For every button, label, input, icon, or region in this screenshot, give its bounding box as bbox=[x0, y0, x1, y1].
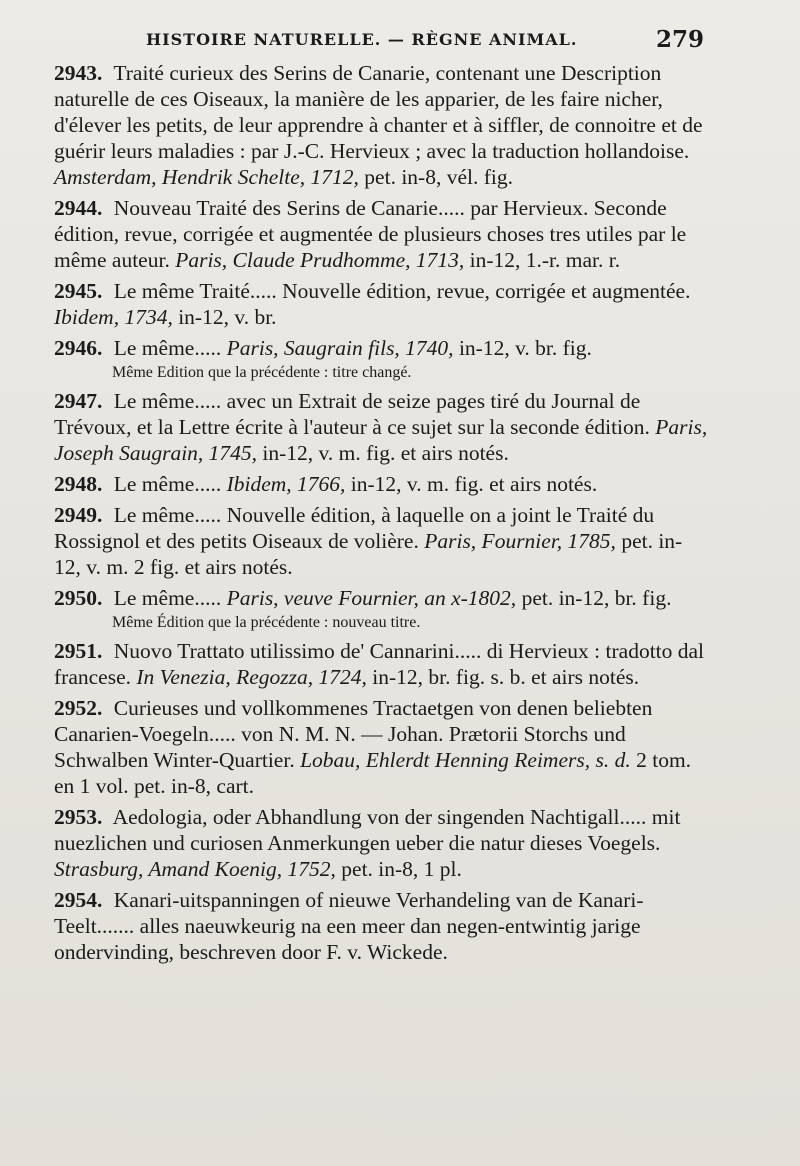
catalogue-entry-2947 bbox=[54, 388, 709, 466]
entry-title: Le même..... avec un Extrait de seize pages tiré du Journal de Trévoux, et la Lettre écrite à l'auteur à ce sujet sur la seconde édition. bbox=[54, 389, 650, 439]
catalogue-entries bbox=[54, 60, 709, 970]
entry-title: Aedologia, oder Abhandlung von der singenden Nachtigall..... mit nuezlichen und curiosen Anmerkungen ueber die natur dieses Voegels. bbox=[54, 805, 681, 855]
entry-format: in-12, v. m. fig. et airs notés. bbox=[262, 441, 509, 465]
entry-imprint: In Venezia, Regozza, 1724, bbox=[136, 665, 367, 689]
entry-note: Même Édition que la précédente : nouveau titre. bbox=[112, 614, 421, 631]
entry-title: Le même..... bbox=[113, 586, 222, 610]
entry-number: 2951. bbox=[54, 639, 103, 663]
entry-imprint: Lobau, Ehlerdt Henning Reimers, s. d. bbox=[300, 748, 631, 772]
entry-number: 2943. bbox=[54, 61, 103, 85]
entry-format: in-12, v. br. fig. bbox=[458, 336, 592, 360]
entry-title: Traité curieux des Serins de Canarie, contenant une Description naturelle de ces Oiseaux, la manière de les apparier, de les faire nicher, d'élever les petits, de leur apprendre à chanter et à siffler, de connoitre et de guérir leurs maladies : par J.-C. Hervieux ; avec la traduction hollandoise. bbox=[54, 61, 703, 163]
catalogue-entry-2951 bbox=[54, 638, 709, 690]
entry-format: in-12, 1.-r. mar. r. bbox=[469, 248, 621, 272]
entry-number: 2953. bbox=[54, 805, 103, 829]
entry-number: 2944. bbox=[54, 196, 103, 220]
entry-number: 2945. bbox=[54, 279, 103, 303]
entry-title: Le même..... bbox=[113, 472, 222, 496]
page-number: 279 bbox=[656, 26, 705, 53]
catalogue-entry-2949 bbox=[54, 502, 709, 580]
entry-title: Le même..... bbox=[113, 336, 222, 360]
entry-title: Nouveau Traité des Serins de Canarie..... par Hervieux. Seconde édition, revue, corrigée et augmentée de plusieurs choses tres utiles par le même auteur. bbox=[54, 196, 687, 272]
entry-title: Curieuses und vollkommenes Tractaetgen von denen beliebten Canarien-Voegeln..... von N. M. N. — Johan. Prætorii Storchs und Schwalben Winter-Quartier. bbox=[54, 696, 653, 772]
entry-number: 2952. bbox=[54, 696, 103, 720]
catalogue-entry-2946 bbox=[54, 335, 709, 383]
catalogue-entry-2948 bbox=[54, 471, 709, 497]
entry-number: 2950. bbox=[54, 586, 103, 610]
entry-format: pet. in-8, 1 pl. bbox=[341, 857, 462, 881]
entry-imprint: Paris, veuve Fournier, an x-1802, bbox=[226, 586, 517, 610]
entry-imprint: Paris, Fournier, 1785, bbox=[424, 529, 616, 553]
catalogue-entry-2953 bbox=[54, 804, 709, 882]
entry-format: 2 tom. en 1 vol. pet. in-8, cart. bbox=[54, 748, 692, 798]
catalogue-entry-2952 bbox=[54, 695, 709, 799]
catalogue-entry-2950 bbox=[54, 585, 709, 633]
entry-number: 2949. bbox=[54, 503, 103, 527]
entry-number: 2954. bbox=[54, 888, 103, 912]
entry-title: Le même..... Nouvelle édition, à laquelle on a joint le Traité du Rossignol et des petits Oiseaux de volière. bbox=[54, 503, 655, 553]
entry-note: Même Edition que la précédente : titre changé. bbox=[112, 364, 412, 381]
catalogue-entry-2954 bbox=[54, 887, 709, 965]
entry-imprint: Strasburg, Amand Koenig, 1752, bbox=[54, 857, 336, 881]
entry-imprint: Paris, Claude Prudhomme, 1713, bbox=[175, 248, 465, 272]
entry-format: pet. in-12, v. m. 2 fig. et airs notés. bbox=[54, 529, 683, 579]
entry-imprint: Ibidem, 1766, bbox=[226, 472, 346, 496]
catalogue-entry-2945 bbox=[54, 278, 709, 330]
entry-format: pet. in-8, vél. fig. bbox=[364, 165, 513, 189]
entry-title: Nuovo Trattato utilissimo de' Cannarini..... di Hervieux : tradotto dal francese. bbox=[54, 639, 705, 689]
entry-format: in-12, v. br. bbox=[178, 305, 277, 329]
entry-imprint: Ibidem, 1734, bbox=[54, 305, 173, 329]
entry-title: Le même Traité..... Nouvelle édition, revue, corrigée et augmentée. bbox=[113, 279, 691, 303]
entry-format: in-12, br. fig. s. b. et airs notés. bbox=[372, 665, 640, 689]
catalogue-entry-2944 bbox=[54, 195, 709, 273]
entry-number: 2947. bbox=[54, 389, 103, 413]
running-head: HISTOIRE NATURELLE. — RÈGNE ANIMAL. bbox=[146, 30, 578, 49]
catalogue-entry-2943 bbox=[54, 60, 709, 190]
entry-title: Kanari-uitspanningen of nieuwe Verhandeling van de Kanari-Teelt....... alles naeuwkeurig na een meer dan negen-entwintig jarige ondervinding, beschreven door F. v. Wickede. bbox=[54, 888, 644, 964]
entry-imprint: Amsterdam, Hendrik Schelte, 1712, bbox=[54, 165, 359, 189]
entry-format: pet. in-12, br. fig. bbox=[521, 586, 672, 610]
entry-imprint: Paris, Joseph Saugrain, 1745, bbox=[54, 415, 708, 465]
entry-number: 2948. bbox=[54, 472, 103, 496]
entry-format: in-12, v. m. fig. et airs notés. bbox=[350, 472, 598, 496]
entry-imprint: Paris, Saugrain fils, 1740, bbox=[226, 336, 454, 360]
entry-number: 2946. bbox=[54, 336, 103, 360]
